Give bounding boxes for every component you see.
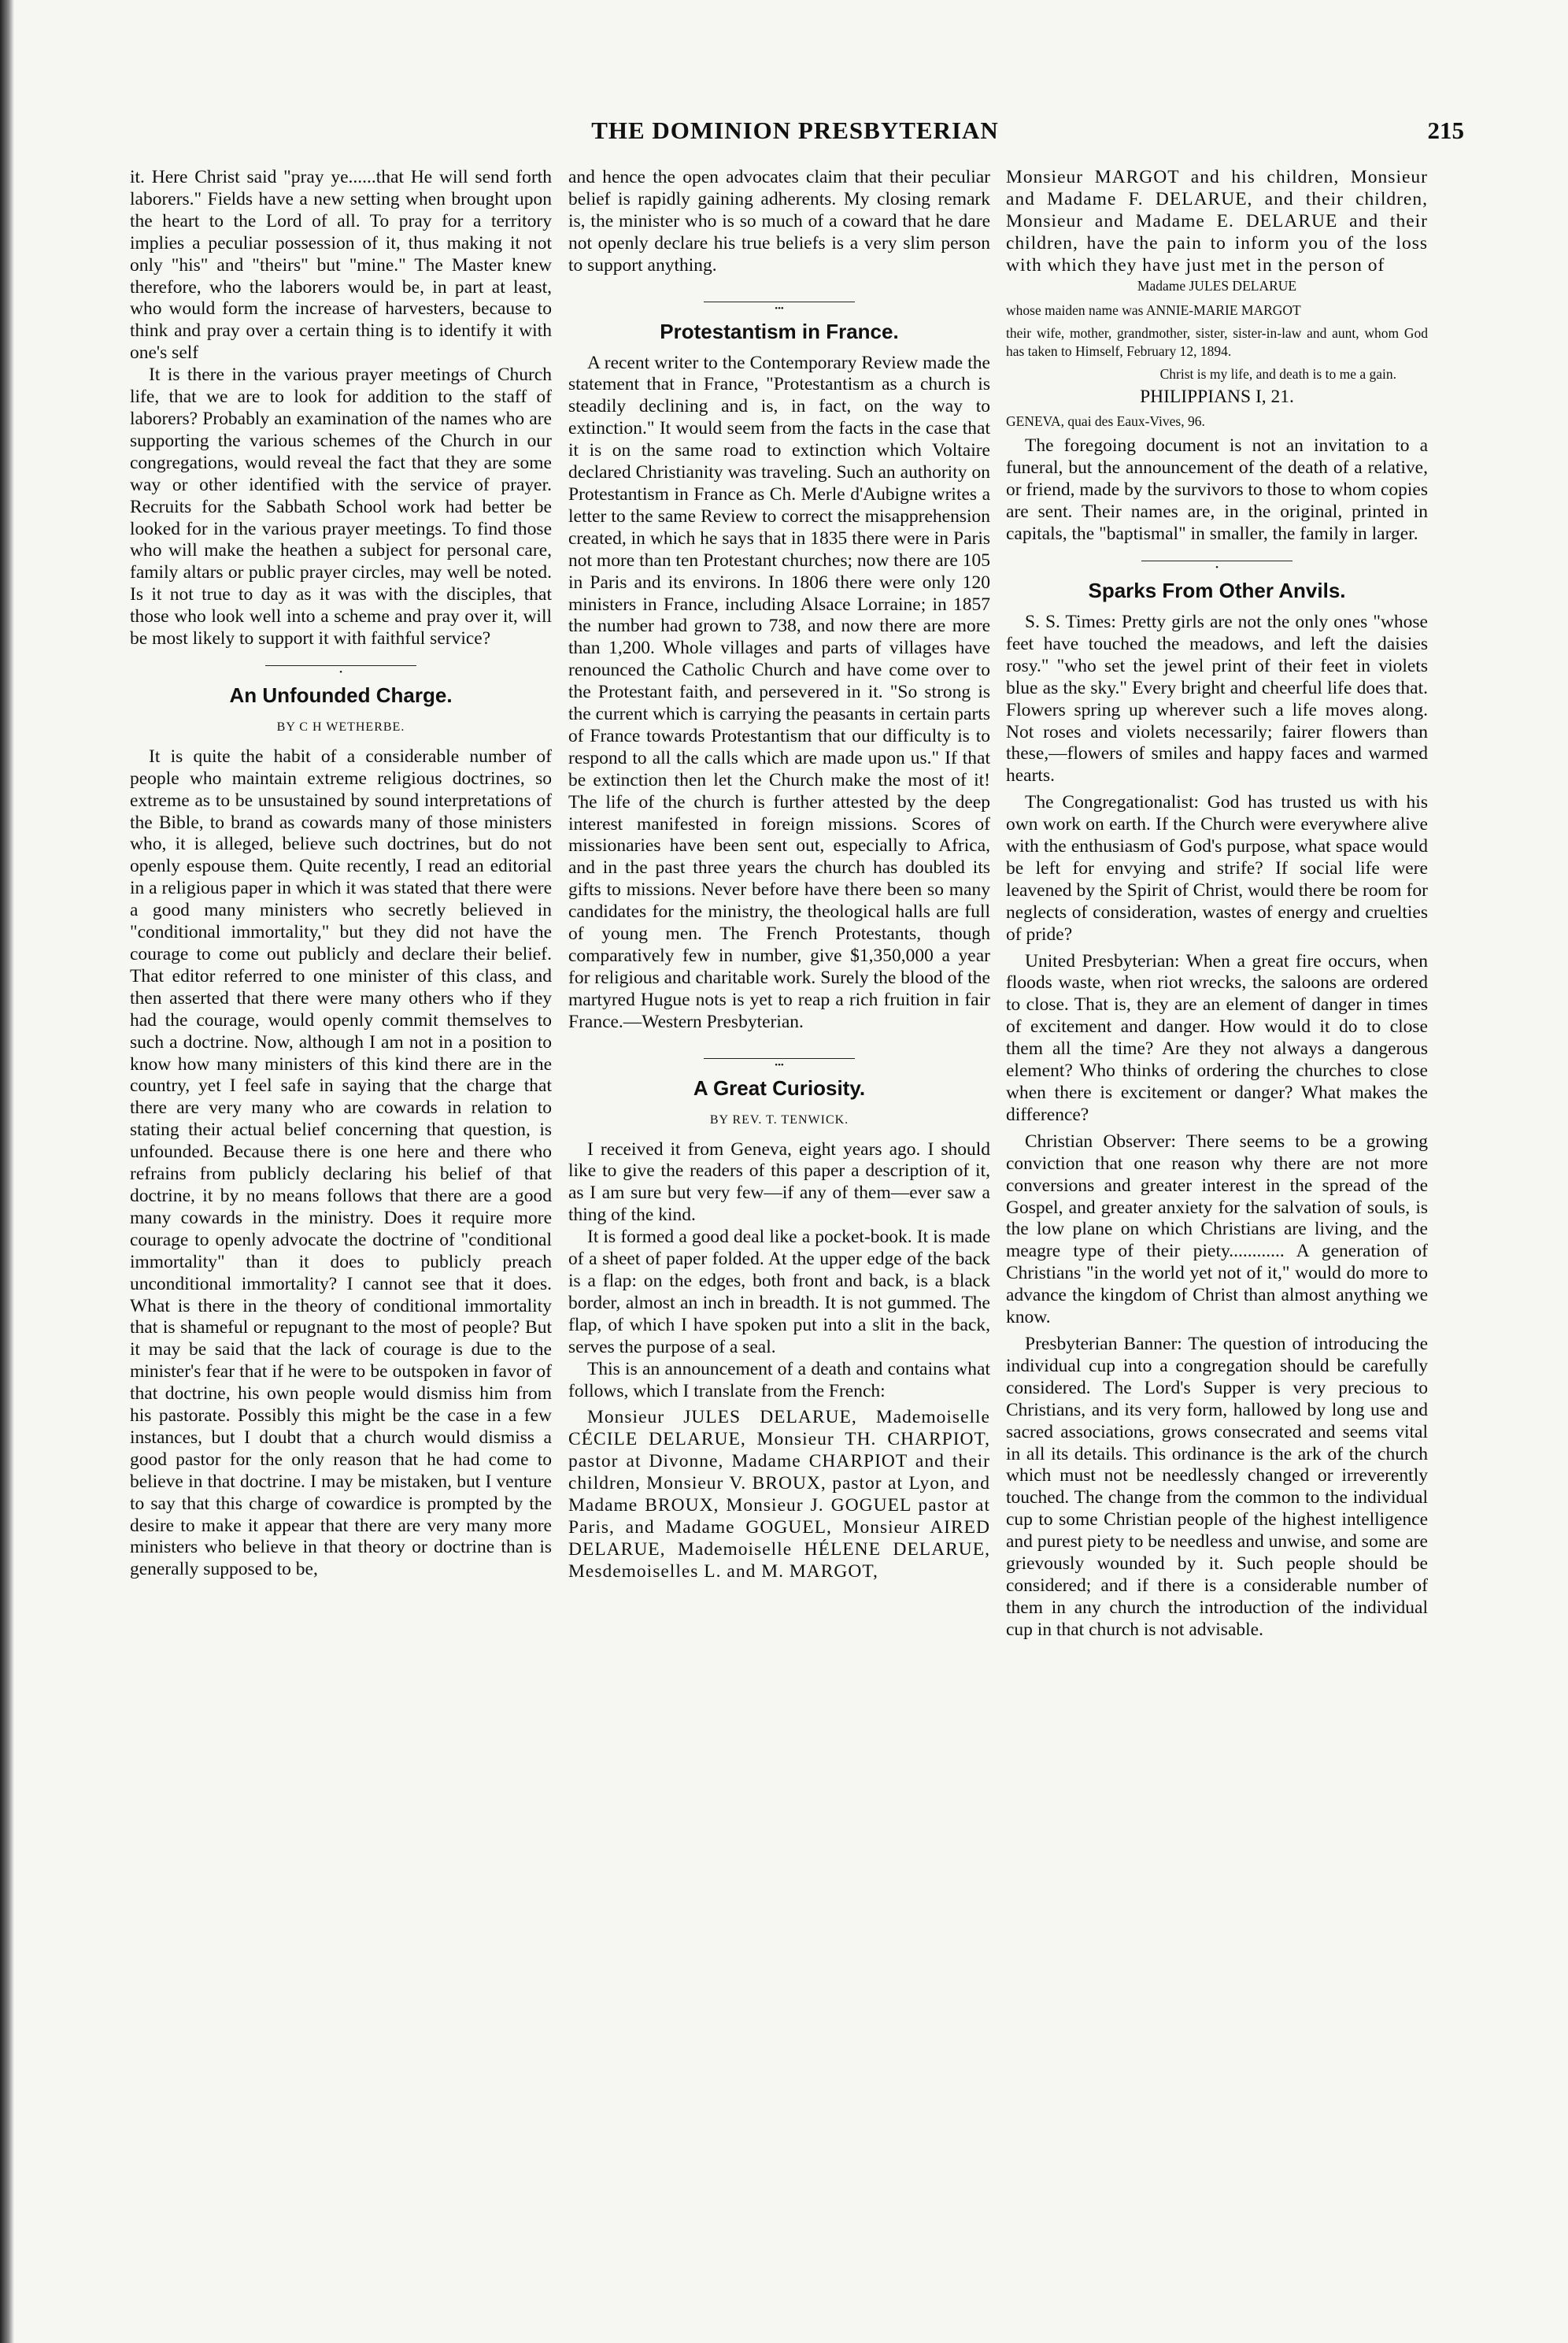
section-divider: • [1006,557,1428,564]
column-1 [130,167,552,2308]
page-number: 215 [1427,117,1464,144]
article-paragraph: The foregoing document is not an invitation to a funeral, but the announcement of the death of a relative, or friend, made by the survivors to those to whom copies are sent. Their names are, in the original, printed in capitals, the "baptismal" in smaller, the family in larger. [1006,435,1428,545]
article-paragraph: Presbyterian Banner: The question of introducing the individual cup into a congregation should be carefully considered. The Lord's Supper is very precious to Christians, and its very form, hallowed by long use and sacred associations, grows consecrated and seems vital in all its details. This ordinance is the ark of the church which must not be needlessly changed or irreverently touched. The change from the common to the individual cup to some Christian people of the highest intelligence and purest piety to be needless and unwise, and some are grievously wounded by it. Such people should be considered; and if there is a considerable number of them in any church the introduction of the individual cup in that church is not advisable. [1006,1333,1428,1640]
announcement-maiden-name: whose maiden name was ANNIE-MARIE MARGOT [1006,302,1301,318]
announcement-verse: PHILIPPIANS I, 21. [1140,386,1294,407]
article-paragraph: It is quite the habit of a considerable number of people who maintain extreme religious doctrines, so extreme as to be unsustained by sound interpretations of the Bible, to brand as cowards many of those ministers who, it is alleged, believe such doctrines, but do not openly espouse them. Quite recently, I read an editorial in a religious paper in which it was stated that there were a good many ministers who secretly believed in "conditional immortality," but they did not have the courage to come out publicly and declare their belief. That editor referred to one minister of this class, and then asserted that there were many others who if they had the courage, would openly commit themselves to such a doctrine. Now, although I am not in a position to know how many ministers of this kind there are in the country, yet I feel safe in saying that the charge that there are very many who are cowards in relation to stating their actual belief concerning that question, is unfounded. Because there is one here and there who refrains from publicly declaring his belief of that doctrine, it by no means follows that there are a good many cowards in the ministry. Does it require more courage to openly advocate the doctrine of "conditional immortality" than it does to publicly preach unconditional immortality? I cannot see that it does. What is there in the theory of conditional immortality that is shameful or repugnant to the most of people? But it may be said that the lack of courage is due to the minister's fear that if he were to be outspoken in favor of that doctrine, his own people would dismiss him from his pastorate. Possibly this might be the case in a few instances, but I doubt that a church would dismiss a good pastor for the only reason that he had come to believe in that doctrine. I may be mistaken, but I venture to say that this charge of cowardice is prompted by the desire to make it appear that there are very many more ministers who believe in that theory or doctrine than is generally supposed to be, [130,746,552,1580]
article-paragraph: S. S. Times: Pretty girls are not the only ones "whose feet have touched the meadows, and left the daisies rosy." "who set the jewel print of their feet in violets blue as the sky." Every bright and cheerful life does that. Flowers spring up wherever such a life moves along. Not roses and violets necessarily; fairer flowers than these,—flowers of smiles and happy faces and warmed hearts. [1006,611,1428,787]
article-title: A Great Curiosity. [693,1075,866,1100]
announcement-deceased-name: Madame JULES DELARUE [1137,277,1297,294]
announcement-names: Monsieur MARGOT and his children, Monsieur and Madame F. DELARUE, and their children, Monsieur and Madame E. DELARUE and their children, have the pain to inform you of the loss with which they have just met in the person of [1006,167,1428,276]
article-paragraph: The Congregationalist: God has trusted us with his own work on earth. If the Church were everywhere alive with the enthusiasm of God's purpose, what space would be left for envying and strife? If social life were leavened by the Spirit of Christ, would there be room for neglects of consideration, wastes of energy and cruelties of pride? [1006,792,1428,945]
article-byline: BY REV. T. TENWICK. [709,1112,849,1127]
article-paragraph: and hence the open advocates claim that their peculiar belief is rapidly gaining adherents. My closing remark is, the minister who is so much of a coward that he dare not openly declare his true beliefs is a very slim person to support anything. [568,167,990,276]
announcement-quote: Christ is my life, and death is to me a gain. [1159,365,1396,382]
article-title: Sparks From Other Anvils. [1088,578,1346,602]
article-title: An Unfounded Charge. [229,683,453,707]
article-paragraph: It is formed a good deal like a pocket-book. It is made of a sheet of paper folded. At the upper edge of the back is a flap: on the edges, both front and back, is a black border, almost an inch in breadth. It is not gummed. The flap, of which I have spoken put into a slit in the back, serves the purpose of a seal. [568,1227,990,1357]
section-divider: • [130,661,552,669]
announcement-relation: their wife, mother, grandmother, sister, sister-in-law and aunt, whom God has taken to Himself, February 12, 1894. [1006,324,1428,359]
announcement-address: GENEVA, quai des Eaux-Vives, 96. [1006,413,1205,430]
section-divider: ••• [568,298,990,305]
publication-title: THE DOMINION PRESBYTERIAN [591,117,999,144]
announcement-names: Monsieur JULES DELARUE, Mademoiselle CÉCILE DELARUE, Monsieur TH. CHARPIOT, pastor at Divonne, Madame CHARPIOT and their children, Monsieur V. BROUX, pastor at Lyon, and Madame BROUX, Monsieur J. GOGUEL pastor at Paris, and Madame GOGUEL, Monsieur AIRED DELARUE, Mademoiselle HÉLENE DELARUE, Mesdemoiselles L. and M. MARGOT, [568,1407,990,1582]
scan-edge-shadow [0,0,14,2343]
article-paragraph: United Presbyterian: When a great fire occurs, when floods waste, when riot wrecks, the saloons are ordered to close. That is, they are an element of danger in times of excitement and danger. How would it do to close them all the time? Are they not always a dangerous element? Who thinks of ordering the churches to close when there is excitement or danger? What makes the difference? [1006,950,1428,1125]
article-paragraph: it. Here Christ said "pray ye......that He will send forth laborers." Fields have a new setting when brought upon the heart to the Lord of all. To pray for a territory implies a peculiar possession of it, thus making it not only "his" and "theirs" but "mine." The Master knew therefore, who the laborers would be, in part at least, who would form the increase of harvesters, because to think and pray over a certain thing is to identify it with one's self [130,167,552,364]
column-3 [1006,167,1428,2308]
section-divider: ••• [568,1054,990,1062]
article-byline: BY C H WETHERBE. [276,720,405,734]
article-paragraph: Christian Observer: There seems to be a growing conviction that one reason why there are not more conversions and greater interest in the spread of the Gospel, and greater anxiety for the salvation of souls, is the low plane on which Christians are living, and the meagre type of their piety............ A generation of Christians "in the world yet not of it," would do more to advance the kingdom of Christ than almost anything we know. [1006,1131,1428,1328]
article-paragraph: A recent writer to the Contemporary Review made the statement that in France, "Protestantism as a church is steadily declining and is, in fact, on the way to extinction." It would seem from the facts in the case that it is on the same road to extinction which Voltaire declared Christianity was traveling. Such an authority on Protestantism in France as Ch. Merle d'Aubigne writes a letter to the same Review to correct the misapprehension created, in which he says that in 1835 there were in Paris not more than ten Protestant churches; now there are 105 in Paris and its environs. In 1806 there were only 120 ministers in France, including Alsace Lorraine; in 1857 the number had grown to 738, and now there are more than 1,200. Whole villages and parts of villages have renounced the Catholic Church and have come over to the Protestant faith, and persevered in it. "So strong is the current which is carrying the peasants in certain parts of France towards Protestantism that our difficulty is to respond to all the calls which are made upon us." If that be extinction then let the Church make the most of it! The life of the church is further attested by the deep interest manifested in foreign missions. Scores of missionaries have been sent out, especially to Africa, and in the past three years the church has doubled its gifts to missions. Never before have there been so many candidates for the ministry, the theological halls are full of young men. The French Protestants, though comparatively few in number, give $1,350,000 a year for religious and charitable work. Surely the blood of the martyred Hugue nots is yet to reap a rich fruition in fair France.—Western Presbyterian. [568,352,990,1032]
article-title: Protestantism in France. [660,319,899,343]
article-paragraph: This is an announcement of a death and contains what follows, which I translate from the French: [568,1358,990,1401]
article-paragraph: I received it from Geneva, eight years ago. I should like to give the readers of this paper a description of it, as I am sure but very few—if any of them—ever saw a thing of the kind. [568,1138,990,1226]
column-2 [568,167,990,2308]
page-header [126,117,1464,156]
article-paragraph: It is there in the various prayer meetings of Church life, that we are to look for addition to the staff of laborers? Probably an examination of the names who are supporting the various schemes of the Church in our congregations, would reveal the fact that they are some way or other identified with the service of prayer. Recruits for the Sabbath School work had better be looked for in the various prayer meetings. To find those who will make the heathen a subject for personal care, family altars or public prayer circles, may well be noted. Is it not true to day as it was with the disciples, that those who look well into a scheme and pray over it, will be most likely to support it with faithful service? [130,365,552,650]
